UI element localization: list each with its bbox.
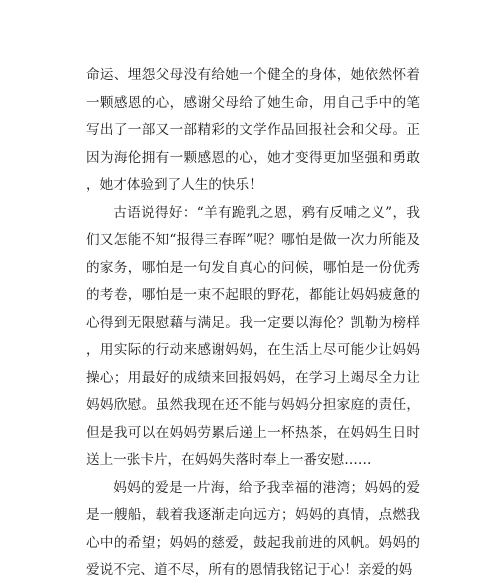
paragraph-1: 命运、埋怨父母没有给她一个健全的身体，她依然怀着一颗感恩的心，感谢父母给了她生命，用自己手中的笔写出了一部又一部精彩的文学作品回报社会和父母。正因为海伦拥有一颗感恩的心，她才变得更加坚强和勇敢，她才体验到了人生的快乐！ xyxy=(86,67,420,193)
paragraph-3: 妈妈的爱是一片海，给予我幸福的港湾；妈妈的爱是一艘船，载着我逐渐走向远方；妈妈的真情，点燃我心中的希望；妈妈的慈爱，鼓起我前进的风帆。妈妈的爱说不完、道不尽，所有的恩情我铭记于心！亲爱的妈 xyxy=(86,479,420,578)
document-body xyxy=(86,62,420,585)
paragraph-2: 古语说得好：“羊有跪乳之恩，鸦有反哺之义”，我们又怎能不知“报得三春晖”呢？哪怕是做一次力所能及的家务，哪怕是一句发自真心的问候，哪怕是一份优秀的考卷，哪怕是一束不起眼的野花，都能让妈妈疲惫的心得到无限慰藉与满足。我一定要以海伦？凯勒为榜样，用实际的行动来感谢妈妈，在生活上尽可能少让妈妈操心；用最好的成绩来回报妈妈，在学习上竭尽全力让妈妈欣慰。虽然我现在还不能与妈妈分担家庭的责任，但是我可以在妈妈劳累后递上一杯热茶，在妈妈生日时送上一张卡片，在妈妈失落时奉上一番安慰…… xyxy=(86,204,420,468)
